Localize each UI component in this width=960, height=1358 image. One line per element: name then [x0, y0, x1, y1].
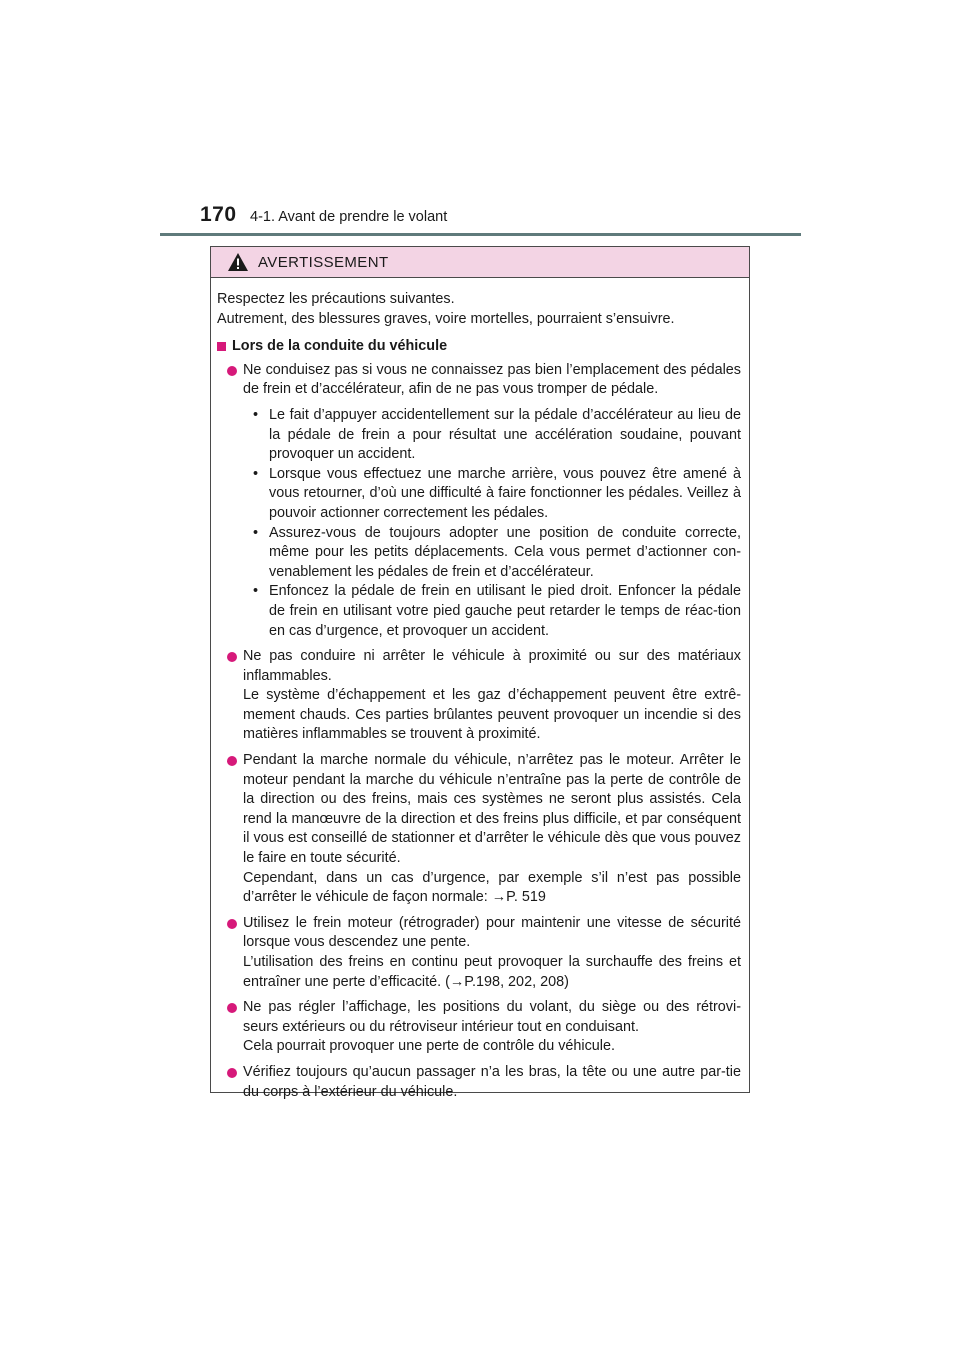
item-text: Cependant, dans un cas d’urgence, par exemple s’il n’est pas possible d’arrêter le véhicule de façon normale: →P. 519 [243, 869, 741, 906]
warning-title: AVERTISSEMENT [258, 253, 389, 271]
item-text: Vérifiez toujours qu’aucun passager n’a les bras, la tête ou une autre par-tie du corps à l’extérieur du véhicule. [243, 1063, 741, 1100]
bullet-dot-icon [227, 1068, 237, 1078]
item-text: L’utilisation des freins en continu peut provoquer la surchauffe des freins et entraîner une perte d’efficacité. (→P.198, 202, 208) [243, 954, 741, 990]
list-item [217, 647, 741, 745]
sub-list [243, 406, 741, 641]
square-bullet-icon [217, 342, 226, 351]
bullet-dot-icon [227, 366, 237, 376]
item-text: Cela pourrait provoquer une perte de contrôle du véhicule. [243, 1038, 615, 1055]
item-text: Le système d’échappement et les gaz d’échappement peuvent être extrê-mement chauds. Ces parties brûlantes peuvent provoquer un incendie si des matières inflammables se trouvent à proximité. [243, 687, 741, 743]
warning-intro [217, 290, 741, 329]
intro-line: Autrement, des blessures graves, voire mortelles, pourraient s’ensuivre. [217, 310, 675, 327]
section-title: 4-1. Avant de prendre le volant [250, 209, 448, 225]
item-text: Ne pas régler l’affichage, les positions du volant, du siège ou des rétrovi-seurs extérieurs ou du rétroviseur intérieur tout en conduisant. [243, 999, 741, 1035]
sub-list-item: • Lorsque vous effectuez une marche arrière, vous pouvez être amené à vous retourner, d’où une difficulté à faire fonctionner les pédales. Veillez à pouvoir actionner correctement les pédales. [253, 465, 741, 524]
subheading-text: Lors de la conduite du véhicule [232, 338, 448, 355]
warning-body [211, 278, 749, 1102]
list-item [217, 751, 741, 908]
bullet-dot-icon [227, 652, 237, 662]
item-text: Pendant la marche normale du véhicule, n’arrêtez pas le moteur. Arrêter le moteur pendant la marche du véhicule n’entraîne pas la perte de contrôle de la direction ou des freins, mais ces systèmes ne seront plus assistés. Cela rend la manœuvre de la direction et des freins plus difficile, et par conséquent il vous est conseillé de stationner et d’arrêter le véhicule dès que vous pouvez le faire en toute sécurité. [243, 752, 741, 867]
sub-list-item: • Le fait d’appuyer accidentellement sur la pédale d’accélérateur au lieu de la pédale de frein a pour résultat une accélération soudaine, pouvant provoquer un accident. [253, 406, 741, 465]
list-item [217, 998, 741, 1057]
item-text: Ne conduisez pas si vous ne connaissez pas bien l’emplacement des pédales de frein et d’accélérateur, afin de ne pas vous tromper de pédale. [243, 361, 741, 398]
item-text: Utilisez le frein moteur (rétrograder) pour maintenir une vitesse de sécurité lorsque vous descendez une pente. [243, 914, 741, 951]
bullet-dot-icon [227, 1003, 237, 1013]
list-item [217, 361, 741, 641]
sub-list-item: • Assurez-vous de toujours adopter une position de conduite correcte, même pour les petits déplacements. Cela vous permet d’actionner con-venablement les pédales de frein et d’accélérateur. [253, 524, 741, 583]
bullet-dot-icon [227, 756, 237, 766]
list-item [217, 914, 741, 992]
subheading [217, 337, 741, 357]
sub-list-item: • Enfoncez la pédale de frein en utilisant le pied droit. Enfoncer la pédale de frein en utilisant votre pied gauche peut retarder le temps de réac-tion en cas d’urgence, et provoquer un accident. [253, 582, 741, 641]
bullet-dot-icon [227, 919, 237, 929]
page-number: 170 [200, 203, 237, 226]
header-rule [160, 233, 801, 236]
list-item [217, 1063, 741, 1102]
warning-box [210, 246, 750, 1100]
warning-triangle-icon [227, 252, 249, 272]
intro-line: Respectez les précautions suivantes. [217, 291, 455, 307]
warning-header [211, 247, 749, 278]
item-text: Ne pas conduire ni arrêter le véhicule à proximité ou sur des matériaux inflammables. [243, 648, 741, 684]
